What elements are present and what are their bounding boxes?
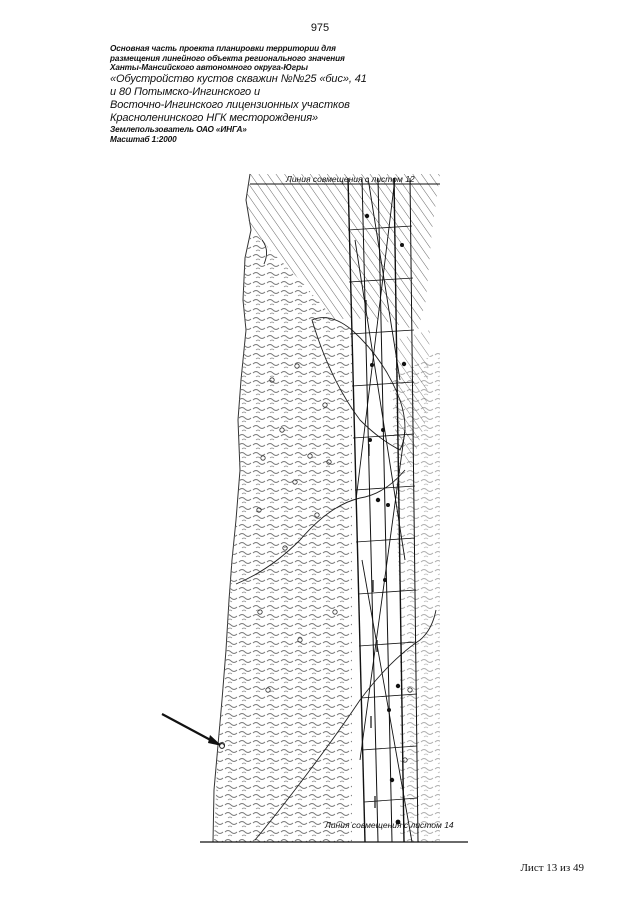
land-user: Землепользователь ОАО «ИНГА» (110, 124, 247, 134)
north-arrow-icon (162, 714, 224, 748)
top-seam-label: Линия совмещения с листом 12 (286, 174, 415, 184)
page-number: 975 (310, 22, 330, 34)
header-line-7: Красноленинского НГК месторождения» (110, 111, 319, 124)
bottom-seam-label: Линия совмещения с листом 14 (325, 820, 454, 830)
header-line-3: Ханты-Мансийского автономного округа-Югры (110, 63, 308, 73)
header-line-4: «Обустройство кустов скважин №№25 «бис», 41 (110, 73, 367, 86)
header-line-1: Основная часть проекта планировки территории для (110, 44, 336, 53)
header-line-5: и 80 Потымско-Ингинского и (110, 85, 261, 98)
header-line-2: размещения линейного объекта регионального значения (110, 53, 345, 63)
header-line-6: Восточно-Ингинского лицензионных участков (110, 98, 350, 111)
sheet-number: Лист 13 из 49 (520, 862, 584, 874)
map-scale: Масштаб 1:2000 (110, 134, 177, 144)
